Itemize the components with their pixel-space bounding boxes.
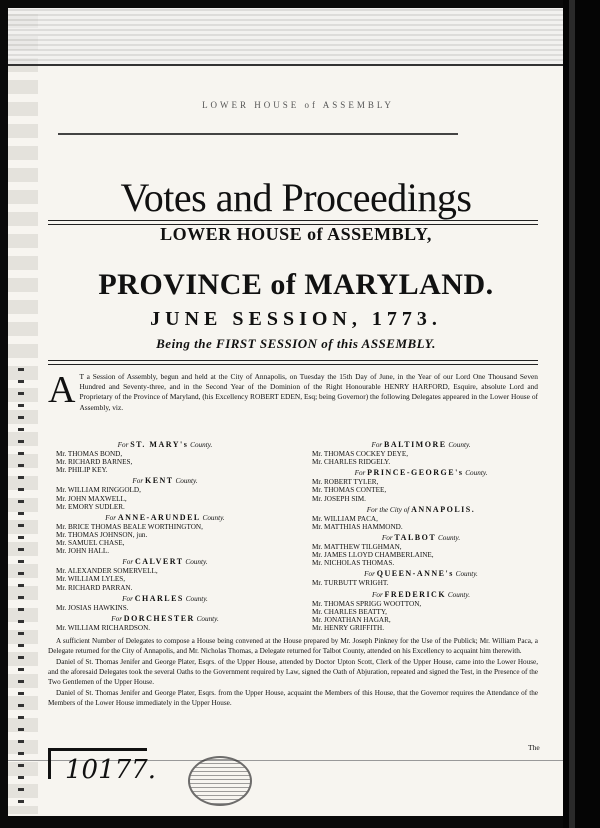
library-stamp — [188, 756, 252, 806]
document-page — [8, 8, 563, 816]
county-prefix: For — [364, 570, 375, 579]
delegate-name: Mr. EMORY SUDLER. — [56, 502, 125, 511]
delegate-name: Mr. WILLIAM RINGGOLD, — [56, 486, 141, 495]
county-suffix: County. — [190, 441, 213, 449]
delegate-name: Mr. CHARLES BEATTY, — [312, 607, 387, 616]
county-heading — [52, 514, 278, 522]
delegate-name: Mr. MATTHIAS HAMMOND. — [312, 522, 403, 531]
running-head: LOWER HOUSE of ASSEMBLY — [202, 100, 394, 110]
page-edge-rule — [8, 64, 563, 66]
proceedings-paragraph: Daniel of St. Thomas Jenifer and George Plater, Esqrs. from the Upper House, acquaint the Members of this House, that the Governor requires the Attendance of the Members of the Lower House immediately in the Upper House. — [48, 689, 538, 707]
county-prefix: For — [132, 477, 144, 486]
scan-edge — [563, 0, 600, 828]
county-name: TALBOT — [394, 532, 437, 542]
delegate-name: Mr. WILLIAM PACA, — [312, 514, 378, 523]
county-heading — [308, 441, 534, 449]
delegate-name: Mr. RICHARD PARRAN. — [56, 583, 133, 592]
delegate-name: Mr. RICHARD BARNES, — [56, 458, 133, 467]
delegate-name: Mr. WILLIAM RICHARDSON. — [56, 623, 151, 632]
county-name: FREDERICK — [384, 589, 447, 599]
county-prefix: For — [371, 441, 383, 449]
delegate-name: Mr. THOMAS JOHNSON, jun. — [56, 530, 148, 539]
delegate-name: Mr. THOMAS BOND, — [56, 450, 123, 459]
county-name: QUEEN-ANNE's — [376, 569, 454, 579]
delegate-name: Mr. JOSEPH SIM. — [312, 494, 366, 503]
delegate-name: Mr. THOMAS CONTEE, — [312, 486, 387, 495]
delegate-name: Mr. PHILIP KEY. — [56, 466, 108, 475]
county-name: ANNE-ARUNDEL — [117, 512, 201, 522]
title-line-1: Votes and Proceedings — [120, 175, 472, 220]
county-name: CHARLES — [134, 593, 184, 603]
county-name: CALVERT — [135, 557, 184, 567]
county-suffix: County. — [465, 469, 488, 478]
delegate-name: Mr. JAMES LLOYD CHAMBERLAINE, — [312, 551, 434, 560]
county-prefix: For the City of — [366, 505, 410, 514]
delegate-name: Mr. JOSIAS HAWKINS. — [56, 603, 129, 612]
catchword: The — [528, 743, 540, 752]
county-prefix: For — [117, 441, 129, 449]
delegate-name: Mr. WILLIAM LYLES, — [56, 575, 126, 584]
intro-paragraph — [48, 369, 538, 413]
county-heading — [308, 534, 534, 542]
title-line-5: Being the FIRST SESSION of this ASSEMBLY. — [156, 336, 436, 351]
delegate-name: Mr. JONATHAN HAGAR, — [312, 615, 391, 624]
county-suffix: County. — [455, 570, 478, 579]
delegate-name: Mr. JOHN MAXWELL, — [56, 494, 127, 503]
delegate-name: Mr. SAMUEL CHASE, — [56, 539, 125, 548]
catalog-number: 10177. — [65, 755, 156, 785]
county-prefix: For — [381, 533, 393, 542]
county-heading — [52, 615, 278, 623]
handwritten-catalog-number — [48, 748, 156, 785]
previous-page-bleed — [8, 8, 563, 66]
scan-edge-line — [569, 0, 575, 828]
county-heading — [308, 570, 534, 578]
county-heading — [52, 595, 278, 603]
delegate-name: Mr. THOMAS SPRIGG WOOTTON, — [312, 599, 422, 608]
delegate-name: Mr. ROBERT TYLER, — [312, 478, 379, 487]
county-prefix: For — [122, 558, 134, 567]
county-prefix: For — [105, 513, 117, 522]
proceedings-text — [48, 636, 538, 709]
drop-cap: A — [48, 369, 76, 411]
county-suffix: County. — [175, 477, 198, 486]
county-name: ANNAPOLIS. — [411, 504, 476, 514]
county-name: BALTIMORE — [384, 440, 447, 449]
county-heading — [308, 506, 534, 514]
county-suffix: County. — [437, 533, 461, 542]
county-name: PRINCE-GEORGE's — [367, 468, 464, 478]
delegates-column-right — [308, 438, 534, 632]
county-suffix: County. — [185, 594, 208, 603]
proceedings-paragraph: Daniel of St. Thomas Jenifer and George Plater, Esqrs. of the Upper House, attended by Doctor Upton Scott, Clerk of the Upper House, came into the Lower House, and the aforesaid Delegates took the several Oaths to the Government required by Law, signed the Oath of Abjuration, repeated and signed the Test, in the Presence of the Two Gentlemen of the Upper House. — [48, 658, 538, 686]
county-heading — [52, 441, 278, 449]
intro-text: T a Session of Assembly, begun and held at the City of Annapolis, on Tuesday the 15th Day of June, in the Year of our Lord One Thousand Seven Hundred and Seventy-three, and in the Second Year of the Dominion of the Right Honourable HENRY HARFORD, Esquire, absolute Lord and Proprietary of the Province of Maryland, (his Excellency ROBERT EDEN, Esq; being Governor) the following Delegates appeared in the Lower House of Assembly, viz. — [79, 372, 538, 412]
delegate-name: Mr. TURBUTT WRIGHT. — [312, 579, 389, 588]
delegate-name: Mr. ALEXANDER SOMERVELL, — [56, 567, 158, 576]
delegates-column-left — [52, 438, 278, 632]
county-name: ST. MARY's — [130, 440, 189, 449]
county-heading — [308, 469, 534, 477]
delegate-name: Mr. MATTHEW TILGHMAN, — [312, 543, 402, 552]
proceedings-paragraph: A sufficient Number of Delegates to compose a House being convened at the House prepared by Mr. Joseph Pinkney for the Use of the Publick; Mr. William Paca, a Delegate returned for the City of Annapolis, and Mr. Nicholas Thomas, a Delegate returned for Talbot County, attended on his Excellency to acquaint him therewith. — [48, 637, 538, 655]
title-line-4: JUNE SESSION, 1773. — [150, 308, 442, 330]
delegate-name: Mr. THOMAS COCKEY DEYE, — [312, 450, 409, 459]
delegate-name: Mr. BRICE THOMAS BEALE WORTHINGTON, — [56, 522, 203, 531]
county-heading — [52, 558, 278, 566]
gutter-marks — [18, 368, 24, 808]
county-prefix: For — [122, 594, 133, 603]
county-suffix: County. — [196, 614, 219, 623]
delegate-name: Mr. NICHOLAS THOMAS. — [312, 559, 395, 568]
county-suffix: County. — [447, 590, 471, 599]
county-prefix: For — [371, 590, 383, 599]
county-suffix: County. — [202, 513, 225, 522]
delegate-name: Mr. JOHN HALL. — [56, 547, 110, 556]
county-suffix: County. — [448, 441, 471, 449]
county-heading — [52, 477, 278, 485]
delegate-name: Mr. CHARLES RIDGELY. — [312, 458, 391, 467]
delegate-name: Mr. HENRY GRIFFITH. — [312, 623, 385, 632]
title-line-3: PROVINCE of MARYLAND. — [98, 268, 494, 301]
title-rule-2 — [48, 360, 538, 365]
county-name: KENT — [144, 476, 174, 486]
county-prefix: For — [354, 469, 366, 478]
county-name: DORCHESTER — [123, 613, 195, 623]
county-suffix: County. — [185, 558, 208, 567]
county-heading — [308, 591, 534, 599]
county-prefix: For — [111, 614, 122, 623]
title-line-2: LOWER HOUSE of ASSEMBLY, — [160, 224, 432, 244]
header-rule — [58, 133, 458, 135]
